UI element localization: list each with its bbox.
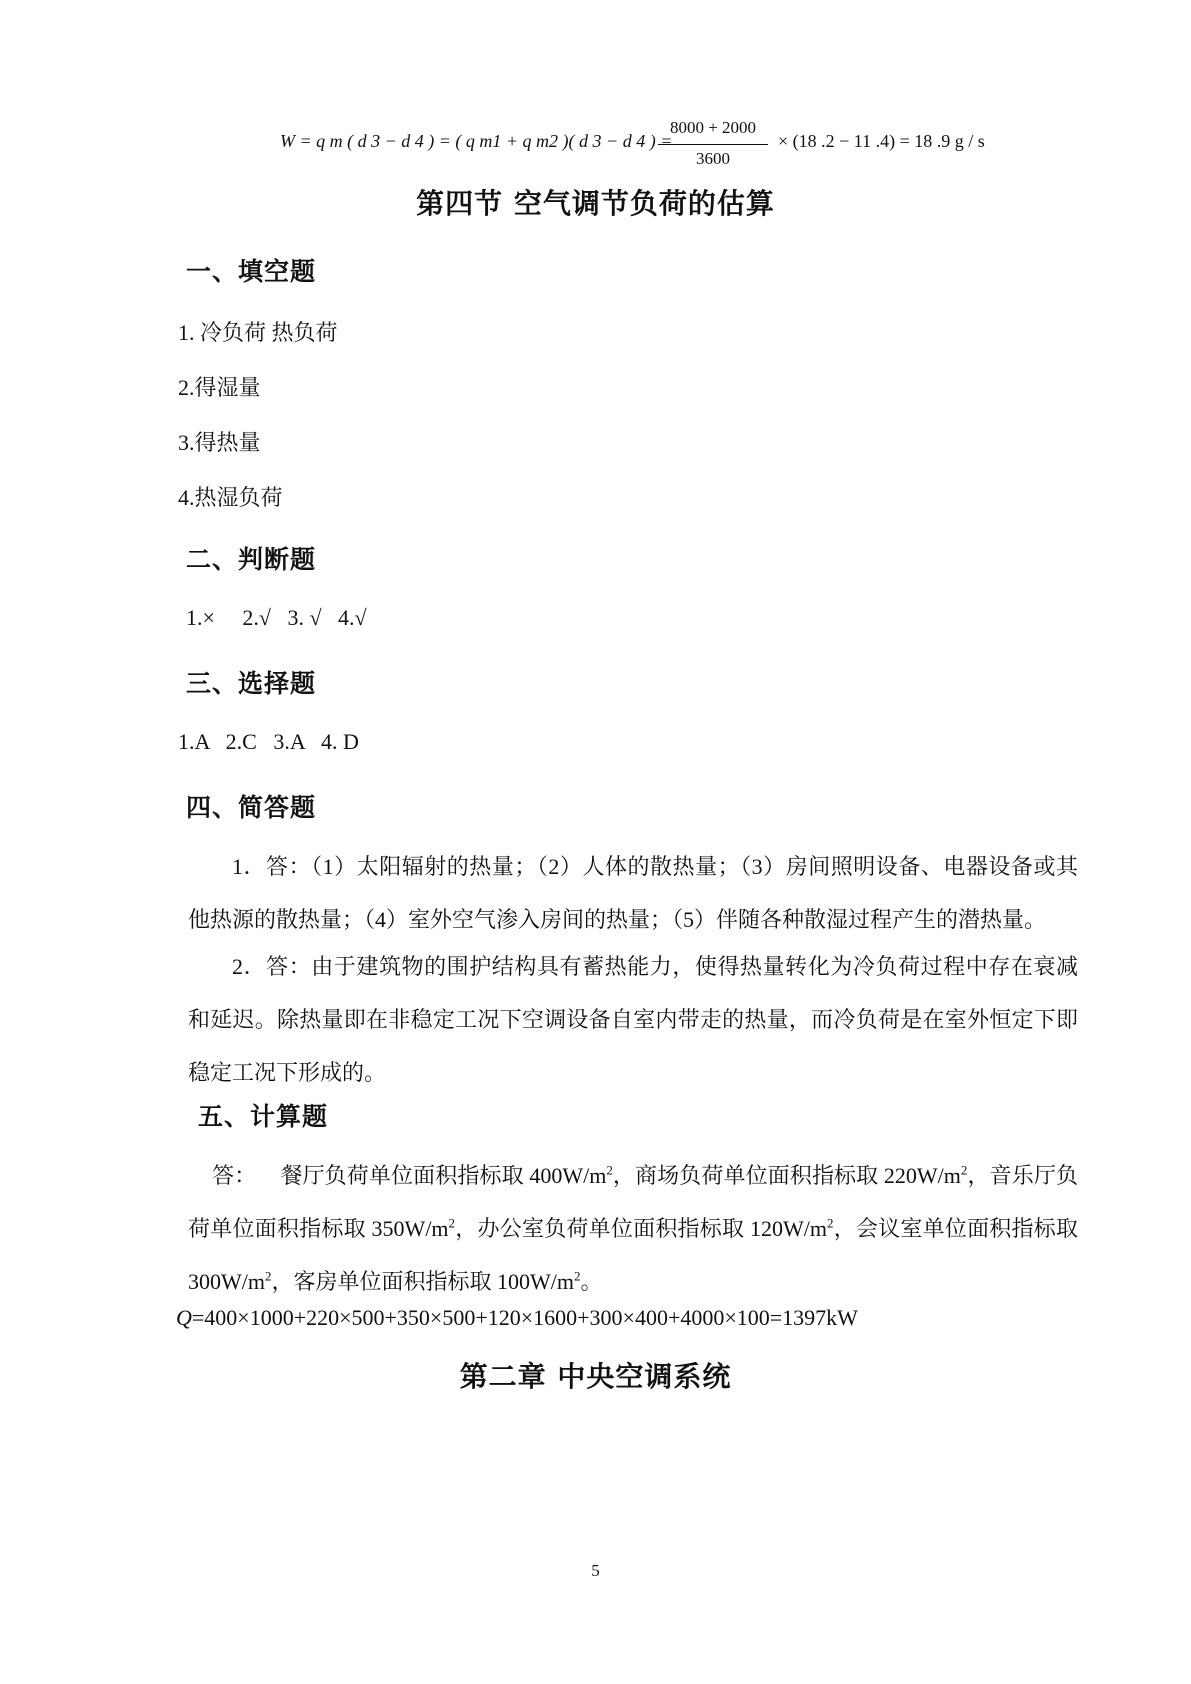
short-answer-1: 1．答：（1）太阳辐射的热量；（2）人体的散热量；（3）房间照明设备、电器设备或其他热源的散热量；（4）室外空气渗入房间的热量；（5）伴随各种散湿过程产生的潜热量。 (188, 854, 1078, 932)
formula-lhs: W = q m ( d 3 − d 4 ) = ( q m1 + q m2 )( d 3 − d 4 ) = (280, 131, 673, 151)
calc-text-2: ，商场负荷单位面积指标取 220W/m (612, 1163, 961, 1188)
short-answer-2: 2．答：由于建筑物的围护结构具有蓄热能力，使得热量转化为冷负荷过程中存在衰减和延迟。除热量即在非稳定工况下空调设备自室内带走的热量，而冷负荷是在室外恒定下即稳定工况下形成的。 (188, 954, 1078, 1085)
equation-variable: Q (176, 1305, 192, 1330)
formula-numerator: 8000 + 2000 (669, 118, 757, 137)
formula-moisture-load (280, 118, 1040, 170)
calc-text-3: ，音乐厅负荷单位面积指标取 350W/m (188, 1163, 1078, 1241)
superscript: 2 (606, 1162, 613, 1178)
chapter-title: 第二章 中央空调系统 (459, 1360, 732, 1393)
page-number: 5 (591, 1561, 600, 1580)
section-title: 第四节 空气调节负荷的估算 (416, 187, 775, 220)
formula-denominator: 3600 (696, 149, 730, 168)
calculation-answer (188, 1149, 1078, 1308)
fill-blank-item-4: 4.热湿负荷 (178, 485, 283, 510)
superscript: 2 (826, 1215, 834, 1231)
total-load-equation (176, 1305, 858, 1331)
fill-blank-item-3: 3.得热量 (178, 430, 261, 455)
formula-rhs: × (18 .2 − 11 .4) = 18 .9 g / s (778, 131, 985, 151)
equation-body: =400×1000+220×500+350×500+120×1600+300×400+4000×100=1397kW (191, 1305, 858, 1330)
calc-text-7: 。 (580, 1269, 603, 1294)
fill-blank-item-2: 2.得湿量 (178, 375, 261, 400)
formula-fraction (658, 118, 768, 169)
heading-true-false: 二、判断题 (186, 545, 317, 574)
superscript: 2 (448, 1215, 456, 1231)
calc-text-4: ，办公室负荷单位面积指标取 120W/m (455, 1216, 827, 1241)
answer-prefix: 答： (212, 1163, 257, 1188)
heading-fill-blank: 一、填空题 (186, 257, 317, 286)
choice-answers: 1.A 2.C 3.A 4. D (178, 729, 359, 754)
heading-choice: 三、选择题 (186, 669, 317, 698)
heading-calculation: 五、计算题 (198, 1102, 329, 1131)
superscript: 2 (960, 1162, 968, 1178)
heading-short-answer: 四、简答题 (186, 793, 317, 822)
superscript: 2 (574, 1268, 581, 1284)
superscript: 2 (265, 1268, 272, 1284)
fraction-bar (658, 144, 768, 145)
calc-text-1: 餐厅负荷单位面积指标取 400W/m (280, 1163, 607, 1188)
fill-blank-item-1: 1. 冷负荷 热负荷 (178, 320, 338, 345)
calc-text-5: ，会议室单位面积指标取 300W/m (188, 1216, 1078, 1294)
calc-text-6: ，客房单位面积指标取 100W/m (271, 1269, 574, 1294)
true-false-answers: 1.× 2.√ 3. √ 4.√ (186, 605, 367, 630)
